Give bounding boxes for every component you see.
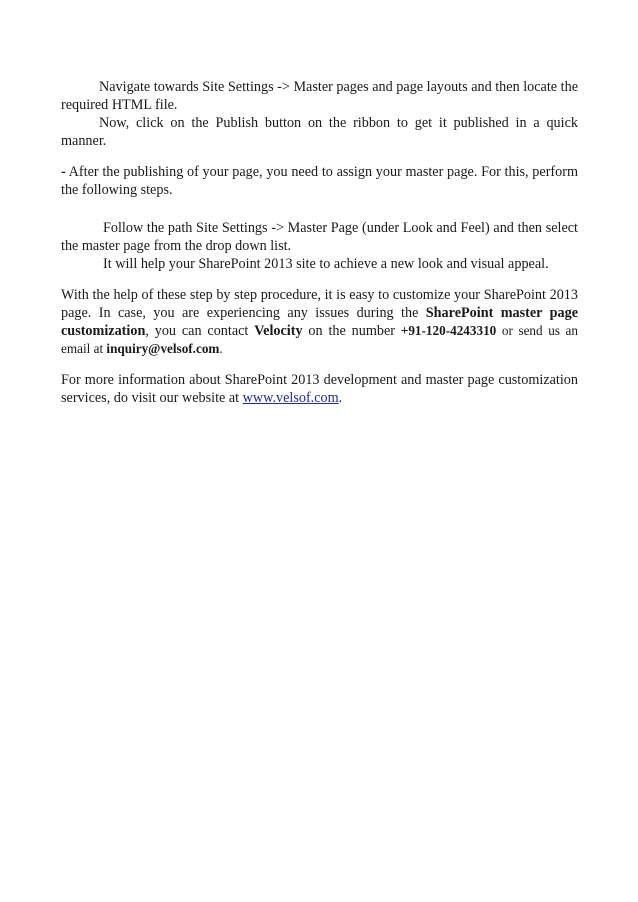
website-link[interactable]: www.velsof.com	[242, 390, 339, 406]
dash-bullet: -	[61, 164, 66, 180]
step-navigate-site-settings: Navigate towards Site Settings -> Master pages and page layouts and then locate the required HTML file.	[61, 79, 578, 113]
more-info-end: .	[338, 390, 343, 406]
after-publishing-paragraph	[61, 163, 578, 199]
contact-mid1: , you can contact	[145, 323, 255, 339]
after-publishing-text: After the publishing of your page, you need to assign your master page. For this, perform the following steps.	[61, 164, 578, 198]
contact-mid3: or send us an email at	[61, 323, 578, 356]
more-info-text: For more information about SharePoint 2013 development and master page customization services, do visit our website at	[61, 372, 578, 406]
contact-intro: With the help of these step by step procedure, it is easy to customize your SharePoint 2013 page. In case, you are experiencing any issues during the	[61, 287, 578, 321]
company-name: Velocity	[254, 323, 303, 339]
email-address: inquiry@velsof.com	[106, 341, 220, 356]
contact-mid2: on the number	[302, 323, 401, 339]
more-info-paragraph	[61, 371, 578, 407]
document-body	[61, 78, 578, 407]
step-follow-path: Follow the path Site Settings -> Master Page (under Look and Feel) and then select the master page from the drop down list.	[61, 220, 578, 254]
contact-end: .	[219, 341, 223, 356]
phone-number: +91-120-4243310	[400, 323, 497, 338]
step-click-publish: Now, click on the Publish button on the ribbon to get it published in a quick manner.	[61, 115, 578, 149]
step-new-look: It will help your SharePoint 2013 site to achieve a new look and visual appeal.	[103, 256, 549, 272]
contact-paragraph	[61, 286, 578, 358]
topic-bold: SharePoint master page customization	[61, 305, 578, 339]
